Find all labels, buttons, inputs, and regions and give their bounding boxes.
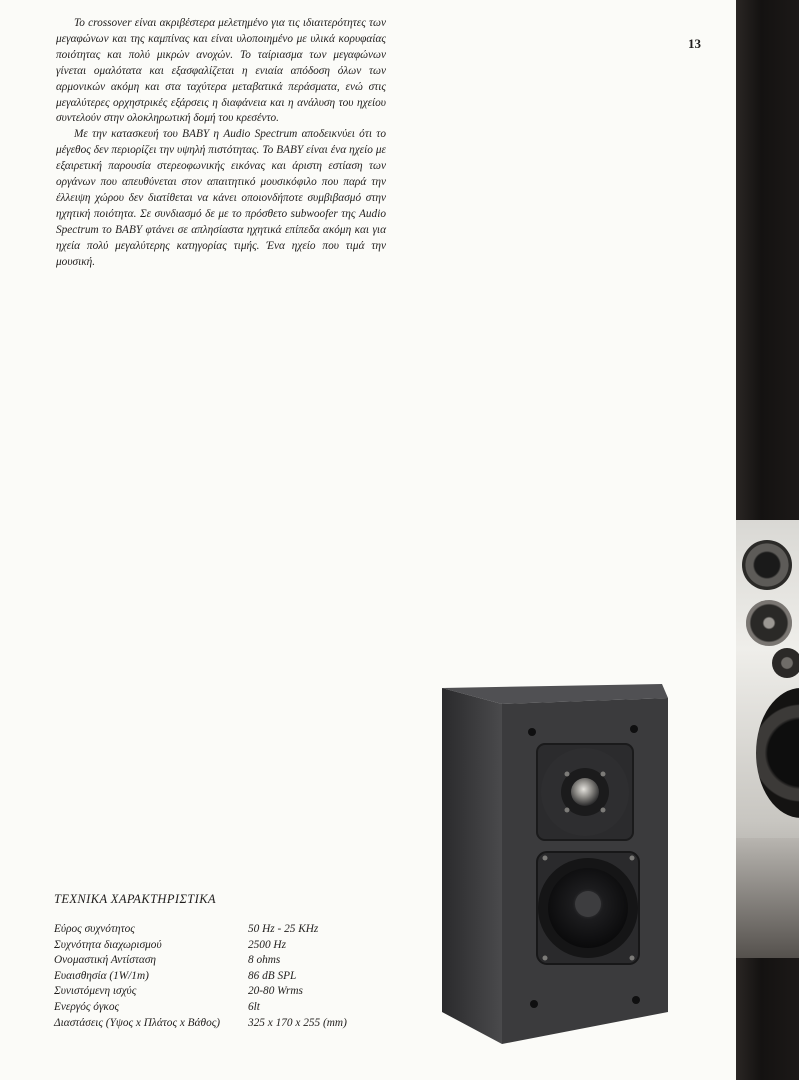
screw-icon (630, 856, 635, 861)
screw-icon (565, 772, 570, 777)
spec-label: Διαστάσεις (Υψος x Πλάτος x Βάθος) (54, 1016, 221, 1029)
page-number: 13 (688, 36, 701, 51)
speaker-photo (440, 682, 670, 1047)
spec-labels (54, 922, 254, 1031)
spec-label: Συνιστόμενη ισχύς (54, 985, 137, 998)
spec-label: Ονομαστική Αντίσταση (54, 954, 157, 967)
spec-value: 8 ohms (248, 954, 281, 967)
spec-value: 20-80 Wrms (248, 985, 303, 998)
spec-label: Εύρος συχνότητος (54, 923, 135, 935)
screw-icon (565, 808, 570, 813)
spec-value: 50 Hz - 25 KHz (248, 923, 319, 935)
screw-icon (632, 996, 640, 1004)
spec-value: 2500 Hz (248, 938, 286, 951)
woofer-icon (742, 540, 792, 590)
cabinet-side (442, 688, 502, 1044)
spec-value: 86 dB SPL (248, 969, 297, 982)
speaker-stack-photo (736, 0, 799, 1080)
spec-label: Ενεργός όγκος (54, 1000, 120, 1013)
screw-icon (630, 956, 635, 961)
spec-label: Συχνότητα διαχωρισμού (54, 938, 162, 951)
article-paragraph-1: Το crossover είναι ακριβέστερα μελετημένο για τις ιδιαιτερότητες των μεγαφώνων και της καμπίνας και είναι υλοποιημένο με υλικά κορυφαίας ποιότητας και πολύ μικρών ανοχών. Το ταίριασμα των μεγαφώνων γίνεται ομαλότατα και εξασφαλίζεται η ενιαία απόδοση όλων των αρμονικών ακόμη και στα ταχύτερα μεταβατικά περάσματα, ενώ στις μεγαλύτερες ορχηστρικές εξάρσεις η διαφάνεια και η ανάλυση του ηχείου συντελούν στην ολοκληρωτική δομή του κρεσέντο. (56, 17, 386, 125)
screw-icon (601, 808, 606, 813)
specs-title: ΤΕΧΝΙΚΑ ΧΑΡΑΚΤΗΡΙΣΤΙΚΑ (54, 892, 216, 906)
screw-icon (530, 1000, 538, 1008)
screw-icon (601, 772, 606, 777)
speaker-stack-base (736, 838, 799, 958)
dust-cap-icon (575, 891, 601, 917)
tweeter-dome-icon (571, 778, 599, 806)
screw-icon (543, 856, 548, 861)
tweeter-icon (746, 600, 792, 646)
screw-icon (528, 728, 536, 736)
spec-values (248, 922, 418, 1031)
screw-icon (543, 956, 548, 961)
spec-value: 6lt (248, 1000, 260, 1013)
screw-icon (630, 725, 638, 733)
spec-label: Ευαισθησία (1W/1m) (54, 969, 149, 982)
article-paragraph-2: Με την κατασκευή του BABY η Audio Spectrum αποδεικνύει ότι το μέγεθος δεν περιορίζει την υψηλή πιστότητας. Το BABY είναι ένα ηχείο με εξαιρετική παρουσία στερεοφωνικής εικόνας και άριστη εστίαση των οργάνων που απευθύνεται στον απαιτητικό μουσικόφιλο που παρά την έλλειψη χώρου δεν διατίθεται να κάνει οποιονδήποτε συμβιβασμό στην ηχητική ποιότητα. Σε συνδιασμό δε με το πρόσθετο subwoofer της Audio Spectrum το BABY φτάνει σε απλησίαστα ηχητικά επίπεδα ακόμη και για ηχεία πολύ μεγαλύτερης κατηγορίας τιμής. Ένα ηχείο που τιμά την μουσική. (56, 128, 386, 268)
spec-value: 325 x 170 x 255 (mm) (248, 1016, 347, 1029)
tweeter-icon (772, 648, 799, 678)
article-text (56, 16, 386, 271)
